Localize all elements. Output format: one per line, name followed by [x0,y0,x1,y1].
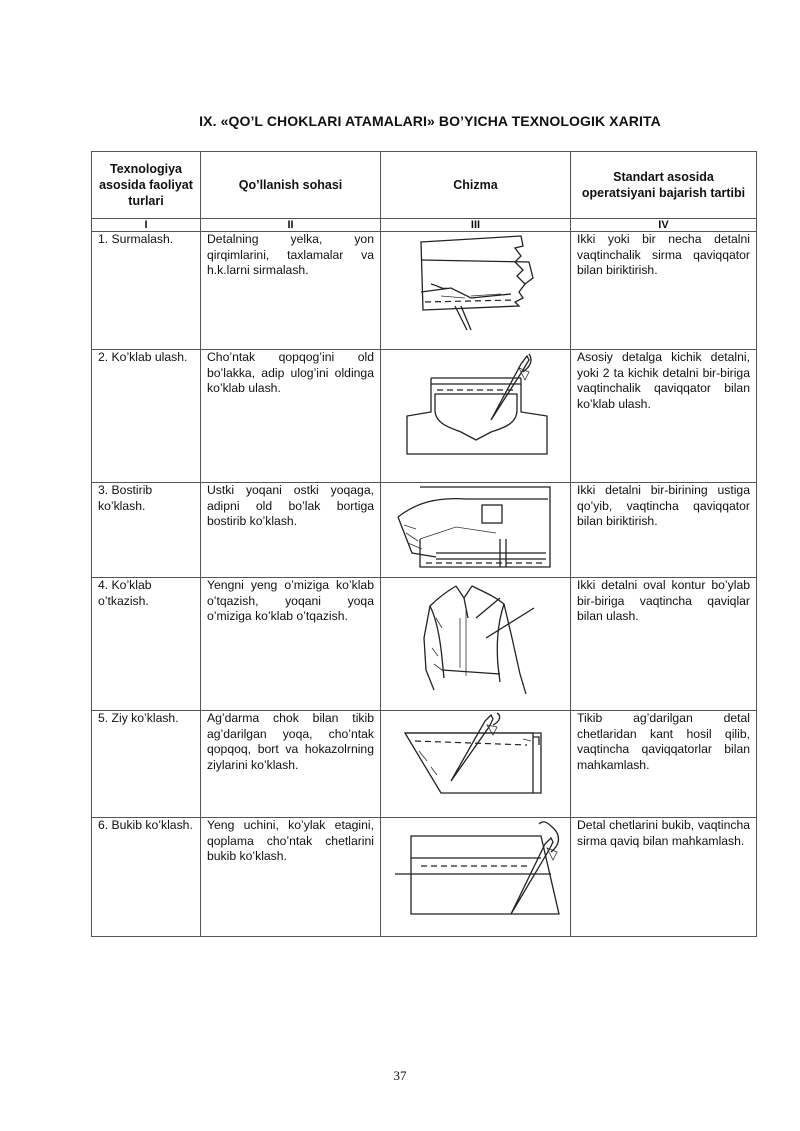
pocket-flap-drawing [381,350,571,483]
sleeve-setting-drawing [381,578,571,711]
table-row [92,483,757,578]
operation-name: 1. Surmalash. [92,232,201,350]
application-area: Yengni yeng o’miziga ko’klab o’tqazish, yoqani yoqa o’miziga ko’klab o’tqazish. [201,578,381,711]
table-row [92,711,757,818]
execution-order: Ikki detalni bir-birining ustiga qo’yib, vaqtincha qaviqqator bilan biriktirish. [571,483,757,578]
header-row [92,152,757,219]
application-area: Ustki yoqani ostki yoqaga, adipni old bo’lak bortiga bostirib ko’klash. [201,483,381,578]
application-area: Detalning yelka, yon qirqimlarini, taxlamalar va h.k.larni sirmalash. [201,232,381,350]
execution-order: Tikib ag’darilgan detal chetlaridan kant hosil qilib, vaqtincha qaviqqatorlar bilan mahkamlash. [571,711,757,818]
column-number: III [381,219,571,232]
header-drawing: Chizma [381,152,571,219]
column-numbers-row [92,219,757,232]
operation-name: 4. Ko’klab o’tkazish. [92,578,201,711]
table-row [92,350,757,483]
page-number: 37 [393,1068,407,1083]
header-application-area: Qo’llanish sohasi [201,152,381,219]
application-area: Ag’darma chok bilan tikib ag’darilgan yoqa, cho’ntak qopqoq, bort va hokazolrning ziylarini ko’klash. [201,711,381,818]
header-activity-types: Texnologiya asosida faoliyat turlari [92,152,201,219]
execution-order: Ikki yoki bir necha detalni vaqtinchalik sirma qaviqqator bilan biriktirish. [571,232,757,350]
table-row [92,578,757,711]
execution-order: Asosiy detalga kichik detalni, yoki 2 ta kichik detalni bir-biriga vaqtinchalik qaviqqator bilan ko’klab ulash. [571,350,757,483]
shirt-side-basting-drawing [381,232,571,350]
execution-order: Ikki detalni oval kontur bo’ylab bir-biriga vaqtincha qaviqlar bilan ulash. [571,578,757,711]
application-area: Cho’ntak qopqog’ini old bo’lakka, adip ulog’ini oldinga ko’klab ulash. [201,350,381,483]
application-area: Yeng uchini, ko’ylak etagini, qoplama cho’ntak chetlarini bukib ko’klash. [201,818,381,937]
operation-name: 2. Ko’klab ulash. [92,350,201,483]
column-number: IV [571,219,757,232]
edge-basting-drawing [381,711,571,818]
operation-name: 5. Ziy ko’klash. [92,711,201,818]
column-number: I [92,219,201,232]
page-title: IX. «QO’L CHOKLARI ATAMALARI» BO’YICHA TEXNOLOGIK XARITA [199,113,661,129]
operation-name: 6. Bukib ko’klash. [92,818,201,937]
header-execution-order: Standart asosida operatsiyani bajarish tartibi [571,152,757,219]
operation-name: 3. Bostirib ko’klash. [92,483,201,578]
execution-order: Detal chetlarini bukib, vaqtincha sirma qaviq bilan mahkamlash. [571,818,757,937]
table-row [92,232,757,350]
column-number: II [201,219,381,232]
table-row [92,818,757,937]
collar-overlay-drawing [381,483,571,578]
technology-map-table [91,151,757,937]
hem-basting-drawing [381,818,571,937]
